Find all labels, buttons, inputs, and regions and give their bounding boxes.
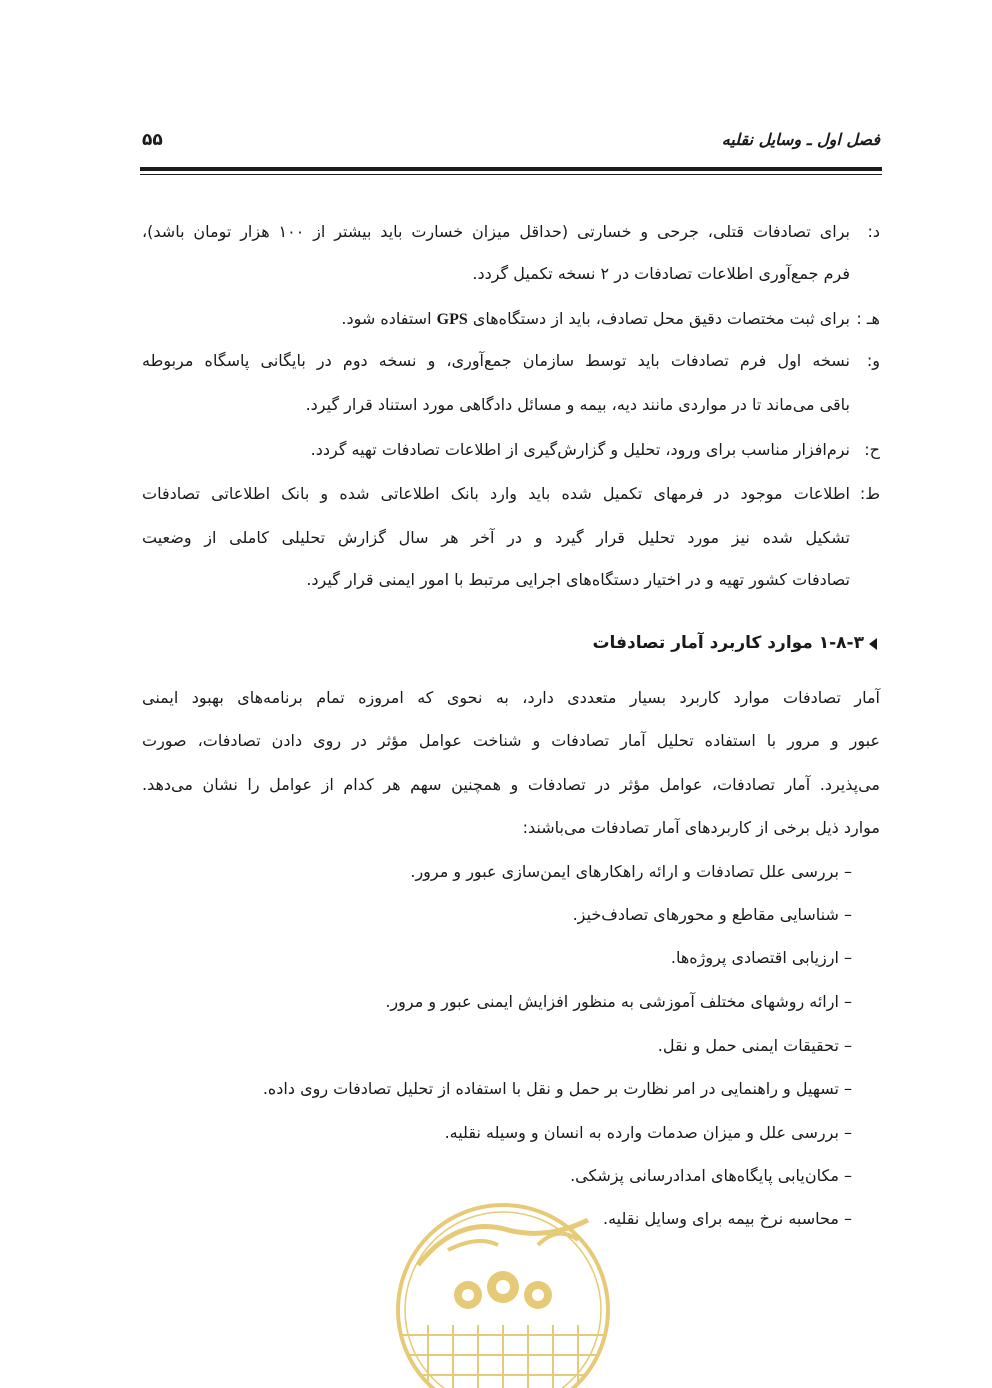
item-label-ta: ط:: [859, 484, 880, 503]
item-vav-line2: باقی می‌ماند تا در مواردی مانند دیه، بیمه و مسائل دادگاهی مورد استناد قرار گیرد.: [305, 395, 850, 414]
page-number: ۵۵: [142, 130, 163, 150]
paragraph-line4: موارد ذیل برخی از کاربردهای آمار تصادفات می‌باشند:: [522, 818, 880, 837]
item-vav-line1: نسخه اول فرم تصادفات باید توسط سازمان جمع‌آوری، و نسخه دوم در بایگانی پاسگاه مربوطه: [142, 351, 850, 370]
list-item: – مکان‌یابی پایگاه‌های امدادرسانی پزشکی.: [570, 1166, 852, 1185]
list-item: – محاسبه نرخ بیمه برای وسایل نقلیه.: [603, 1209, 852, 1228]
list-item: – بررسی علل و میزان صدمات وارده به انسان و وسیله نقلیه.: [444, 1123, 852, 1142]
item-label-he: هـ :: [856, 309, 880, 328]
list-item: – ارزیابی اقتصادی پروژه‌ها.: [670, 948, 852, 967]
item-ta-line3: تصادفات کشور تهیه و در اختیار دستگاه‌های اجرایی مرتبط با امور ایمنی قرار گیرد.: [306, 570, 850, 589]
item-ta-line2: تشکیل شده نیز مورد تحلیل قرار گیرد و در آخر هر سال گزارش تحلیلی کاملی از وضعیت: [142, 528, 850, 547]
item-he-line: [341, 309, 850, 330]
item-ta-line1: اطلاعات موجود در فرمهای تکمیل شده باید وارد بانک اطلاعاتی شده و بانک اطلاعاتی تصادفات: [142, 484, 850, 503]
list-item: – بررسی علل تصادفات و ارائه راهکارهای ایمن‌سازی عبور و مرور.: [410, 862, 852, 881]
paragraph-line2: عبور و مرور با استفاده تحلیل آمار تصادفات و شناخت عوامل مؤثر در روی دادن تصادفات، صورت: [142, 731, 880, 750]
item-d-line1: برای تصادفات قتلی، جرحی و خسارتی (حداقل میزان خسارت باید بیشتر از ۱۰۰ هزار تومان باشد)،: [142, 222, 850, 241]
chapter-title: فصل اول ـ وسایل نقلیه: [721, 130, 880, 149]
item-he-text-after: استفاده شود.: [341, 309, 432, 328]
header-rule-thick: [140, 167, 882, 171]
list-item: – تسهیل و راهنمایی در امر نظارت بر حمل و نقل با استفاده از تحلیل تصادفات روی داده.: [262, 1079, 852, 1098]
item-label-vav: و:: [866, 351, 880, 370]
list-item: – تحقیقات ایمنی حمل و نقل.: [657, 1036, 852, 1055]
section-heading: ۱-۸-۳ موارد کاربرد آمار تصادفات: [592, 633, 864, 653]
item-he-text-before: برای ثبت مختصات دقیق محل تصادف، باید از دستگاه‌های: [472, 309, 850, 328]
header-rule-thin: [140, 174, 882, 175]
watermark-logo: [388, 1195, 618, 1388]
triangle-bullet-icon: [869, 638, 877, 650]
paragraph-line3: می‌پذیرد. آمار تصادفات، عوامل مؤثر در تصادفات و همچنین سهم هر کدام از عوامل را نشان می‌دهد.: [142, 775, 880, 794]
gps-term: GPS: [436, 311, 468, 328]
list-item: – ارائه روشهای مختلف آموزشی به منظور افزایش ایمنی عبور و مرور.: [385, 992, 852, 1011]
item-label-h: ح:: [864, 440, 880, 459]
item-h-line1: نرم‌افزار مناسب برای ورود، تحلیل و گزارش‌گیری از اطلاعات تصادفات تهیه گردد.: [310, 440, 850, 459]
item-d-line2: فرم جمع‌آوری اطلاعات تصادفات در ۲ نسخه تکمیل گردد.: [472, 264, 850, 283]
paragraph-line1: آمار تصادفات موارد کاربرد بسیار متعددی دارد، به نحوی که امروزه تمام برنامه‌های بهبود ایمنی: [142, 688, 880, 707]
list-item: – شناسایی مقاطع و محورهای تصادف‌خیز.: [572, 905, 852, 924]
item-label-d: د:: [867, 222, 880, 241]
